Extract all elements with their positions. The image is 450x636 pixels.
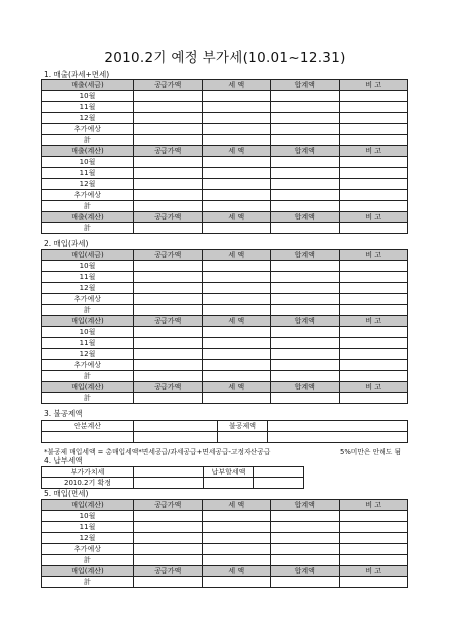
table-header-row [42,80,408,91]
table-row [42,294,408,305]
row-label: 10월 [42,327,134,338]
section-nondeduct-title: 3. 불공제액 [44,409,83,418]
row-label: 12월 [42,113,134,124]
row-label: 11월 [42,168,134,179]
table-row [42,261,408,272]
row-label: 計 [42,305,134,316]
table-row [42,179,408,190]
table-row [42,157,408,168]
threshold-note: 5%미만은 안해도 됨 [340,448,402,456]
table-row [42,223,408,234]
table-row [42,393,408,404]
row-label: 매입(세금) [42,250,134,261]
row-label: 11월 [42,522,134,533]
row-label: 추가예상 [42,190,134,201]
table-row [42,135,408,146]
row-label: 12월 [42,283,134,294]
sales-table [41,79,408,234]
row-label: 10월 [42,261,134,272]
row-label: 12월 [42,533,134,544]
row-label: 計 [42,135,134,146]
row-label: 추가예상 [42,124,134,135]
table-row [42,349,408,360]
row-label: 추가예상 [42,544,134,555]
row-label: 10월 [42,157,134,168]
section-purchase-title: 2. 매입(과세) [44,239,89,248]
table-header-row: 매입(계산) 공급가액 세 액 합계액 비 고 [42,500,408,511]
col-total: 합계액 [271,80,340,91]
table-header-row: 매출(계산) 공급가액 세 액 합계액 비 고 [42,146,408,157]
row-label: 計 [42,555,134,566]
nondeduct-formula-note: *불공제 매입세액 = 총매입세액*면세공급/과세공급+면세공급-고정자산공급 [44,448,271,456]
col-note: 비 고 [339,80,408,91]
section-payable-title: 4. 납부세액 [44,456,83,465]
table-row [42,201,408,212]
col-tax: 세 액 [202,80,271,91]
row-label: 매입(계산) [42,316,134,327]
row-label: 10월 [42,511,134,522]
table-row [42,124,408,135]
page-title: 2010.2기 예정 부가세(10.01~12.31) [104,50,346,66]
row-label: 매입(계산) [42,382,134,393]
row-label: 11월 [42,338,134,349]
section-exempt-purchase-title: 5. 매입(면세) [44,489,89,498]
table-row [42,533,408,544]
table-header-row: 매입(계산) 공급가액 세 액 합계액 비 고 [42,566,408,577]
vat-label: 부가가치세 [42,467,134,478]
table-row [42,577,408,588]
table-row [42,544,408,555]
row-label: 計 [42,577,134,588]
purchase-table [41,249,408,404]
row-label: 매출(계산) [42,146,134,157]
payable-table [41,466,304,489]
table-row [42,478,304,489]
table-row [42,522,408,533]
table-row [42,327,408,338]
row-label: 計 [42,223,134,234]
row-label: 추가예상 [42,294,134,305]
row-label: 計 [42,371,134,382]
table-header-row: 매입(세금) 공급가액 세 액 합계액 비 고 [42,250,408,261]
table-row [42,102,408,113]
row-label: 計 [42,393,134,404]
section-sales-title: 1. 매출(과세+면세) [44,70,110,79]
table-row [42,168,408,179]
nondeduct-calc-label: 안분계산 [42,421,134,432]
table-row [42,113,408,124]
row-label: 매입(계산) [42,566,134,577]
nondeduct-amount-label: 불공제액 [218,421,268,432]
row-label: 11월 [42,102,134,113]
row-label: 매출(세금) [42,80,134,91]
table-row [42,432,408,443]
period-label: 2010.2기 확정 [42,478,134,489]
table-row [42,360,408,371]
table-row [42,91,408,102]
table-header-row: 매입(계산) 공급가액 세 액 합계액 비 고 [42,382,408,393]
table-row [42,190,408,201]
table-row [42,421,408,432]
table-header-row: 매입(계산) 공급가액 세 액 합계액 비 고 [42,316,408,327]
table-row [42,338,408,349]
row-label: 計 [42,201,134,212]
table-row [42,467,304,478]
row-label: 11월 [42,272,134,283]
table-row [42,511,408,522]
nondeduct-table [41,420,408,443]
exempt-purchase-table [41,499,408,588]
row-label: 12월 [42,179,134,190]
table-row [42,272,408,283]
row-label: 매출(계산) [42,212,134,223]
row-label: 10월 [42,91,134,102]
table-row [42,283,408,294]
row-label: 추가예상 [42,360,134,371]
table-header-row: 매출(계산) 공급가액 세 액 합계액 비 고 [42,212,408,223]
table-row [42,371,408,382]
payable-tax-label: 납부할세액 [204,467,254,478]
col-supply: 공급가액 [134,80,203,91]
table-row [42,305,408,316]
row-label: 12월 [42,349,134,360]
row-label: 매입(계산) [42,500,134,511]
table-row [42,555,408,566]
